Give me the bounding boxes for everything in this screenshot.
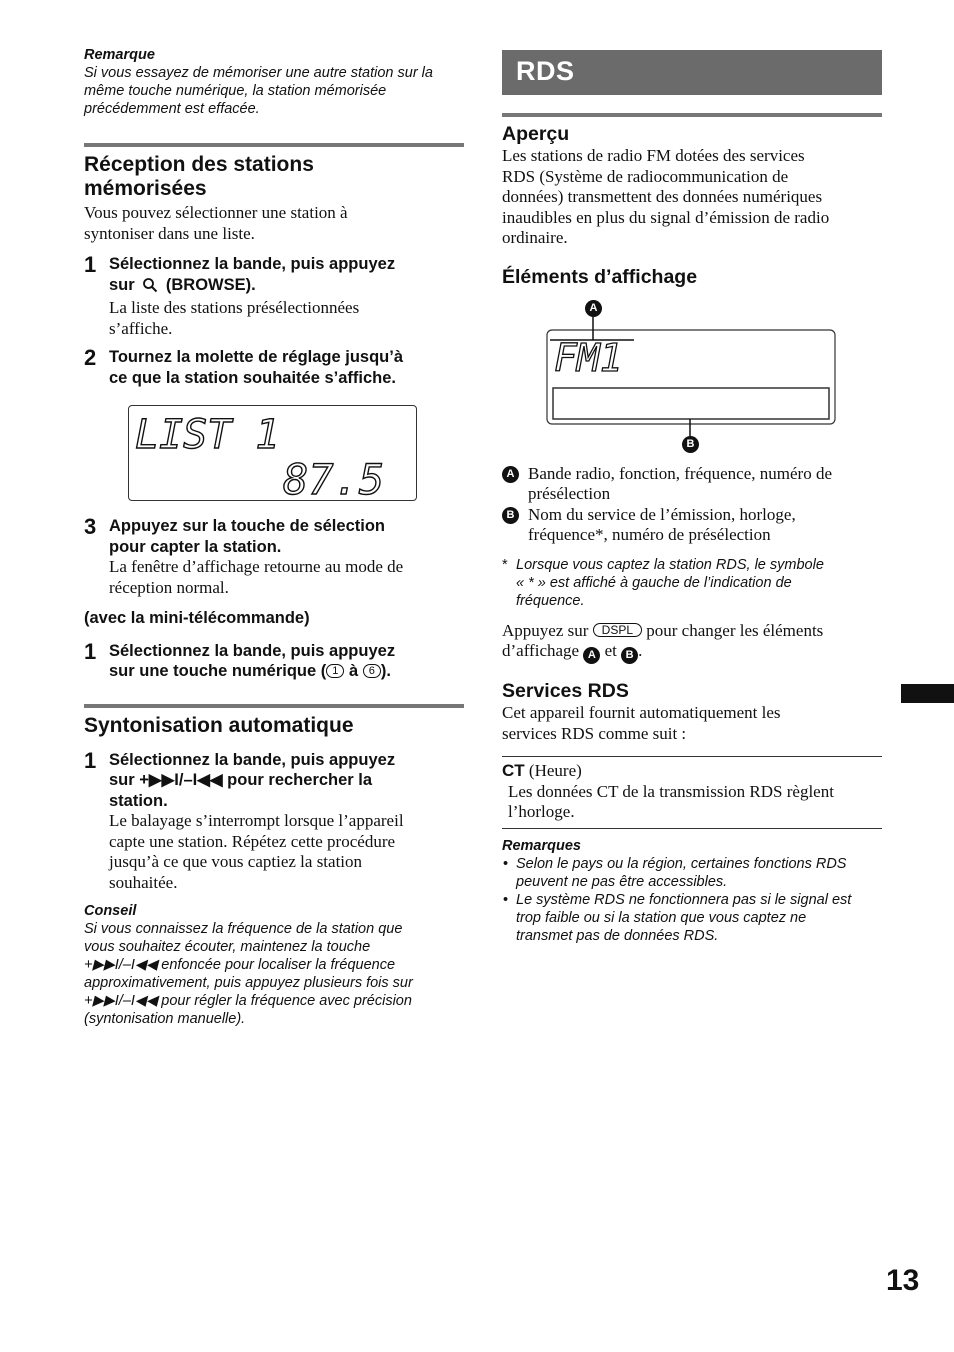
section-title-syntonisation: Syntonisation automatique [84,704,464,738]
remark-item-line: transmet pas de données RDS. [516,927,719,944]
item-a-line: présélection [528,484,611,503]
services-title: Services RDS [502,680,629,702]
section-tab-marker [901,684,954,703]
step-title-line [109,275,464,299]
lcd-list-display [128,405,417,501]
lcd-segments [129,406,416,500]
ct-label: CT [502,761,525,780]
inline-b-badge: B [621,647,638,664]
dspl-line-1 [502,621,882,642]
dspl-period: . [638,641,643,660]
step-body-line: s’affiche. [109,318,173,338]
section-intro [84,203,464,244]
remark-item-line: • Selon le pays ou la région, certaines fonctions RDS [516,855,847,872]
remark-line: Si vous essayez de mémoriser une autre station sur la [84,65,433,81]
remark-item [502,855,882,891]
services-text [502,703,882,744]
step-text: sur [109,275,135,294]
tip-line: +▶▶I/–I◀◀ enfoncée pour localiser la fréquence [84,957,396,973]
page-number: 13 [886,1264,920,1297]
section-title-reception [84,143,464,201]
section-title-line: mémorisées [84,177,207,200]
tip-line: Si vous connaissez la fréquence de la station que [84,921,403,937]
remark-line: même touche numérique, la station mémorisée [84,83,387,99]
footnote-line: fréquence. [516,592,585,609]
search-icon [142,277,158,299]
remote-heading: (avec la mini-télécommande) [84,609,310,627]
remark-note [84,46,464,118]
display-band-text: FM1 [554,335,623,380]
label-b-badge: B [682,436,699,453]
lcd-line-1: LIST 1 [135,412,280,458]
footnote-mark: * [502,556,508,573]
apercu-line: Les stations de radio FM dotées des services [502,146,805,165]
step-title-line: Appuyez sur la touche de sélection [109,517,385,535]
apercu-line: RDS (Système de radiocommunication de [502,166,789,186]
tip-line: +▶▶I/–I◀◀ pour régler la fréquence avec précision [84,993,412,1009]
ct-desc-line: l’horloge. [508,802,575,821]
footnote-line: « * » est affiché à gauche de l’indication de [516,574,792,591]
remarks-note [502,837,882,945]
rds-banner: RDS [502,50,882,95]
item-a-line: Bande radio, fonction, fréquence, numéro de [528,463,832,483]
step-number: 1 [84,252,97,277]
item-a [502,464,882,505]
step-title-line: Sélectionnez la bande, puis appuyez [109,641,396,660]
step-title-line: Sélectionnez la bande, puis appuyez [109,750,396,769]
remark-item-line: peuvent ne pas être accessibles. [516,873,728,890]
step-title-line: pour capter la station. [109,537,282,556]
step-text: (BROWSE). [165,275,256,294]
ct-definition [502,756,882,829]
label-a-badge: A [585,300,602,317]
item-b-line: Nom du service de l’émission, horloge, [528,504,796,524]
dspl-text: pour changer les éléments [646,620,824,640]
remark-item-line: trop faible ou si la station que vous captez ne [516,909,807,926]
inline-a-badge: A [583,647,600,664]
left-column [84,46,464,1028]
step-number: 3 [84,514,97,539]
step-seek-1 [84,747,464,894]
footnote-line: Lorsque vous captez la station RDS, le symbole [516,556,824,573]
section-title-line: Réception des stations [84,153,314,176]
elements-title: Éléments d’affichage [502,265,698,288]
remark-title: Remarque [84,47,155,63]
remark-item-line: • Le système RDS ne fonctionnera pas si le signal est [516,891,852,908]
key-6: 6 [363,664,381,678]
dspl-line-2 [502,641,882,664]
step-number: 2 [84,345,97,370]
dspl-instruction [502,621,882,665]
tip-line: approximativement, puis appuyez plusieurs fois sur [84,975,413,991]
ct-heading [502,761,882,782]
apercu-line: ordinaire. [502,228,568,247]
step-number: 1 [84,747,97,773]
dspl-key: DSPL [593,623,642,637]
display-diagram-svg [502,299,882,459]
remarks-list [502,855,882,945]
step-title-line: station. [109,791,168,810]
apercu-line: inaudibles en plus du signal d’émission de radio [502,207,830,227]
apercu-title: Aperçu [502,123,570,145]
services-line: Cet appareil fournit automatiquement les [502,703,781,722]
intro-line: Vous pouvez sélectionner une station à [84,203,348,222]
dspl-text: Appuyez sur [502,620,589,640]
step-text: ). [380,662,391,680]
step-body-line: Le balayage s’interrompt lorsque l’appareil [109,811,404,830]
footnote [502,556,882,610]
item-b [502,505,882,546]
apercu-line: données) transmettent des données numériques [502,187,823,206]
step-body-line: La fenêtre d’affichage retourne au mode de [109,557,404,576]
divider [502,113,882,117]
step-body-line: capte une station. Répétez cette procédure [109,831,396,851]
step-title-line: sur +▶▶I/–I◀◀ pour rechercher la [109,771,373,789]
remark-item [502,891,882,945]
step-2 [84,347,464,388]
step-title-line: Tournez la molette de réglage jusqu’à [109,348,404,366]
step-body-line: La liste des stations présélectionnées [109,298,360,317]
right-column [502,50,882,945]
step-1 [84,254,464,339]
step-body-line: souhaitée. [109,872,178,892]
step-title-line: ce que la station souhaitée s’affiche. [109,368,397,387]
step-text: sur une touche numérique ( [109,662,327,680]
item-a-badge: A [502,466,519,483]
display-text-area [553,388,829,419]
dspl-text: d’affichage [502,641,580,660]
step-3 [84,516,464,598]
tip-line: vous souhaitez écouter, maintenez la touche [84,939,371,955]
lcd-line-2: 87.5 [283,455,385,500]
display-diagram [502,299,882,459]
tip-line: (syntonisation manuelle). [84,1011,246,1027]
item-b-line: fréquence*, numéro de présélection [528,525,771,544]
step-number: 1 [84,638,97,664]
step-remote-1 [84,638,464,682]
tip-note [84,902,464,1028]
step-title-line [109,661,464,682]
key-1: 1 [326,664,344,678]
intro-line: syntoniser dans une liste. [84,223,255,243]
tip-title: Conseil [84,903,137,919]
step-text: à [344,662,363,680]
ct-paren: (Heure) [528,761,582,780]
remarks-title: Remarques [502,837,581,854]
item-b-badge: B [502,507,519,524]
services-line: services RDS comme suit : [502,723,687,743]
ct-desc-line: Les données CT de la transmission RDS règlent [508,781,834,801]
step-body-line: jusqu’à ce que vous captiez la station [109,852,363,871]
remark-line: précédemment est effacée. [84,101,260,117]
step-title-line: Sélectionnez la bande, puis appuyez [109,255,396,273]
step-body-line: réception normal. [109,577,229,597]
apercu-text [502,146,882,249]
dspl-text: et [604,641,617,660]
